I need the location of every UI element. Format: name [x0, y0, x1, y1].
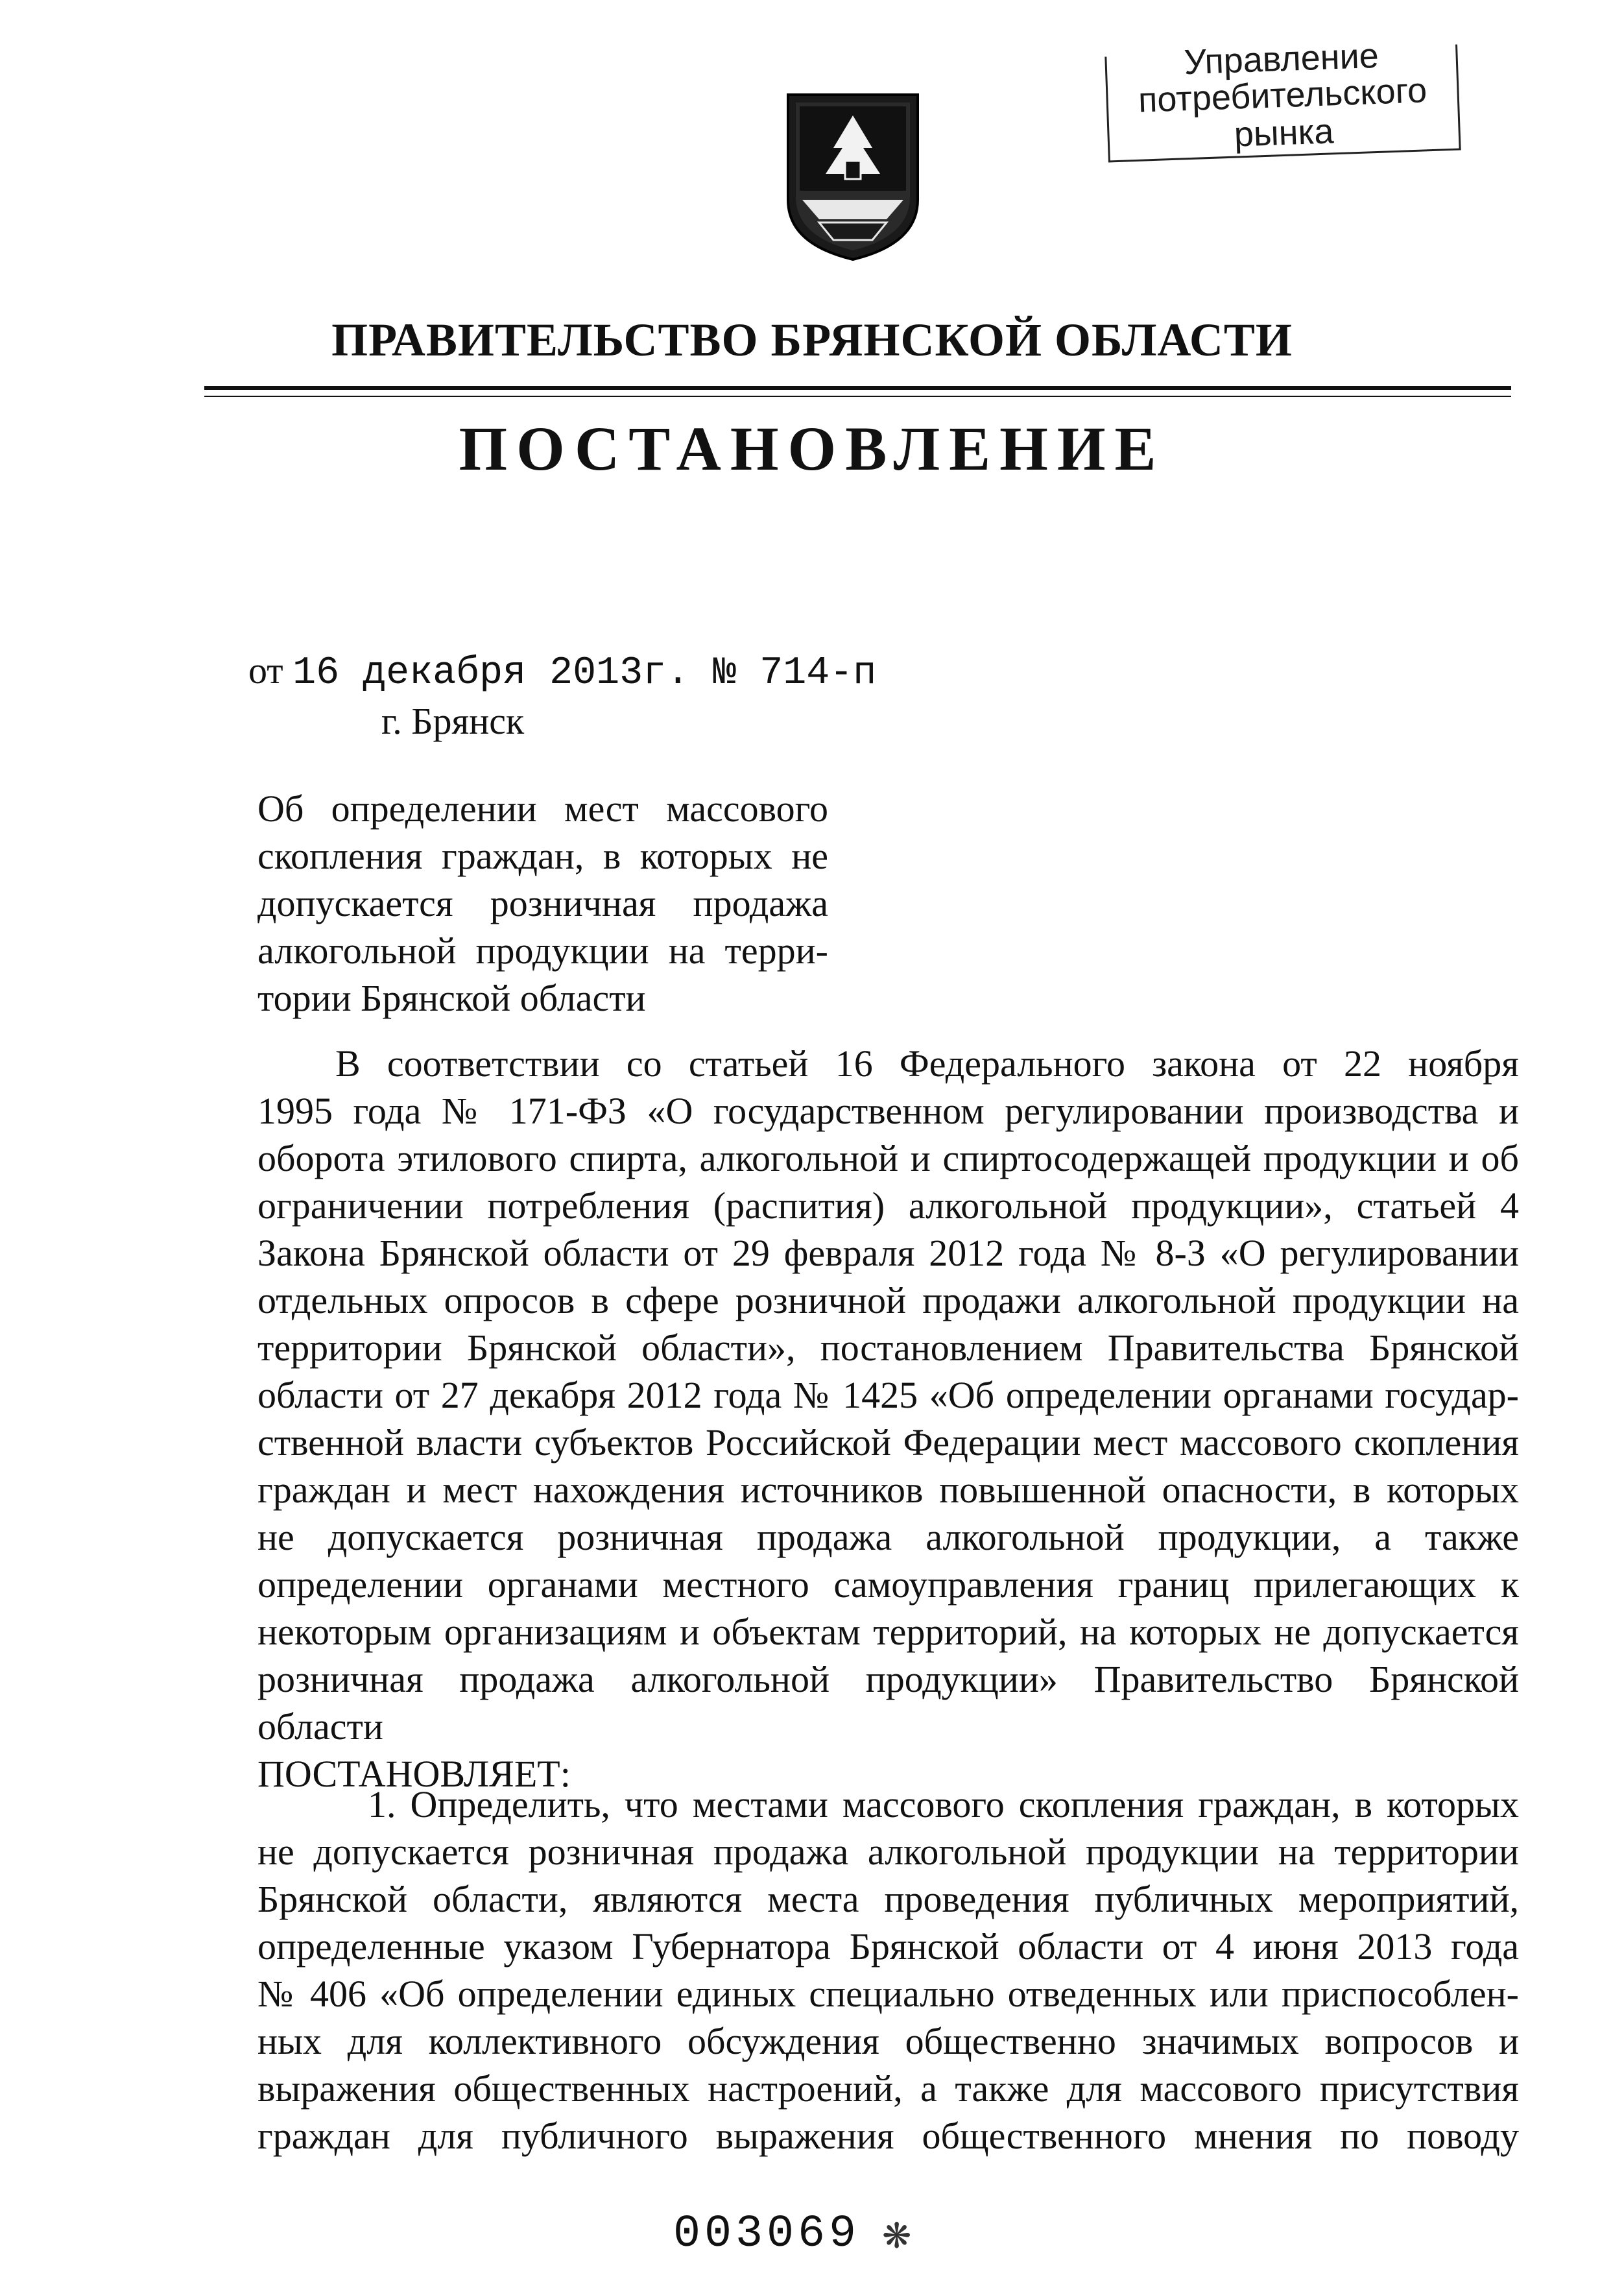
preamble-paragraph [257, 1040, 1519, 1798]
preamble-line: области [257, 1705, 383, 1748]
date-prefix: от [248, 649, 283, 692]
government-title: ПРАВИТЕЛЬСТВО БРЯНСКОЙ ОБЛАСТИ [331, 314, 1293, 366]
date-and-number: 16 декабря 2013г. № 714-п [293, 651, 877, 695]
preamble-line: определении органами местного самоуправления границ прилегающих к [257, 1563, 1519, 1606]
subject-line: Об определении мест массового [257, 788, 828, 830]
item-1-line: ных для коллективного обсуждения общественно значимых вопросов и [257, 2020, 1519, 2062]
subject-line: допускается розничная продажа [257, 882, 828, 924]
document-subject [257, 785, 828, 1022]
resolves-heading: ПОСТАНОВЛЯЕТ: [257, 1753, 571, 1795]
preamble-line: оборота этилового спирта, алкогольной и спиртосодержащей продукции и об [257, 1137, 1519, 1179]
preamble-line: ственной власти субъектов Российской Федерации мест массового скопления [257, 1421, 1519, 1463]
preamble-line: территории Брянской области», постановлением Правительства Брянской [257, 1327, 1519, 1369]
department-stamp [1105, 36, 1461, 163]
document-date-number [248, 649, 876, 695]
item-1-line: 1. Определить, что местами массового скопления граждан, в которых [368, 1783, 1519, 1825]
header-rule-thick [204, 386, 1511, 390]
item-1-line: граждан для публичного выражения общественного мнения по поводу [257, 2115, 1519, 2157]
item-1-line: выражения общественных настроений, а также для массового присутствия [257, 2067, 1519, 2110]
coat-of-arms-icon [783, 90, 923, 265]
item-1-line: не допускается розничная продажа алкогольной продукции на территории [257, 1831, 1519, 1873]
item-1-paragraph [257, 1781, 1519, 2160]
stamp-line-1: Управление [1183, 36, 1379, 82]
item-1-line: Брянской области, являются места проведения публичных мероприятий, [257, 1878, 1519, 1920]
preamble-line: В соответствии со статьей 16 Федерального закона от 22 ноября [335, 1042, 1519, 1085]
asterisk-mark-icon: ❋ [882, 2217, 912, 2256]
subject-line: скопления граждан, в которых не [257, 835, 828, 877]
preamble-line: некоторым организациям и объектам территорий, на которых не допускается [257, 1611, 1519, 1653]
item-1-line: определенные указом Губернатора Брянской области от 4 июня 2013 года [257, 1925, 1519, 1967]
preamble-line: Закона Брянской области от 29 февраля 2012 года № 8-З «О регулировании [257, 1232, 1519, 1274]
preamble-line: 1995 года № 171-ФЗ «О государственном регулировании производства и [257, 1090, 1519, 1132]
preamble-line: области от 27 декабря 2012 года № 1425 «Об определении органами государ- [257, 1374, 1519, 1416]
stamp-line-3: рынка [1233, 112, 1335, 154]
document-serial-number: 003069 [673, 2209, 861, 2260]
document-city: г. Брянск [381, 700, 525, 742]
preamble-line: ограничении потребления (распития) алкогольной продукции», статьей 4 [257, 1185, 1519, 1227]
item-1-line: № 406 «Об определении единых специально отведенных или приспособлен- [257, 1973, 1519, 2015]
preamble-line: отдельных опросов в сфере розничной продажи алкогольной продукции на [257, 1279, 1519, 1321]
stamp-line-2: потребительского [1138, 71, 1428, 120]
document-type-title: ПОСТАНОВЛЕНИЕ [459, 414, 1165, 483]
subject-line: алкогольной продукции на терри- [257, 930, 828, 972]
header-rule-thin [204, 396, 1511, 397]
preamble-line: не допускается розничная продажа алкогольной продукции, а также [257, 1516, 1519, 1558]
subject-line: тории Брянской области [257, 977, 646, 1019]
preamble-line: розничная продажа алкогольной продукции» Правительство Брянской [257, 1658, 1519, 1700]
preamble-line: граждан и мест нахождения источников повышенной опасности, в которых [257, 1469, 1519, 1511]
